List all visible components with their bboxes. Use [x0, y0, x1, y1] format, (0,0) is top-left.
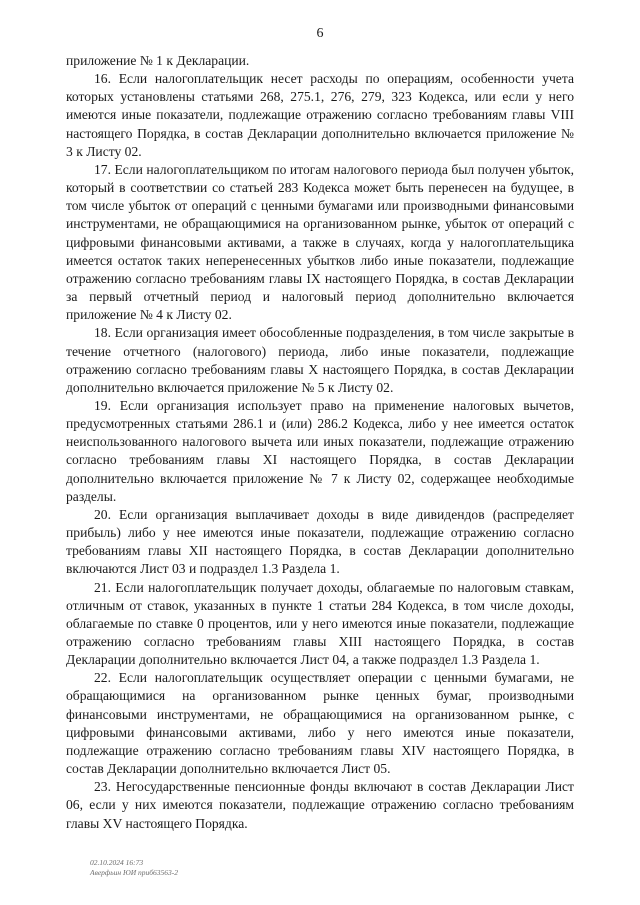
paragraph-21: 21. Если налогоплательщик получает доходы, облагаемые по налоговым ставкам, отличным от ставок, указанных в пункте 1 статьи 284 Кодекса, в том числе доходы, облагаемые по ставке 0 процентов, или у него имеются иные показатели, подлежащие отражению согласно требованиям главы XIII настоящего Порядка, в состав Декларации дополнительно включается Лист 04, а также подраздел 1.3 Раздела 1. — [66, 579, 574, 668]
paragraph-17: 17. Если налогоплательщиком по итогам налогового периода был получен убыток, который в соответствии со статьей 283 Кодекса может быть перенесен на будущее, в том числе убыток от операций с ценными бумагами или производными финансовыми инструментами, не обращающимися на организованном рынке, убыток от операций с цифровыми финансовыми активами, а также в случаях, когда у налогоплательщика имеется остаток таких неперенесенных убытков либо иные показатели, подлежащие отражению согласно требованиям главы IX настоящего Порядка, в состав Декларации за первый отчетный период и налоговый период дополнительно включается приложение № 4 к Листу 02. — [66, 161, 574, 323]
document-body — [66, 52, 574, 833]
paragraph-22: 22. Если налогоплательщик осуществляет операции с ценными бумагами, не обращающимися на организованном рынке ценных бумаг, производными финансовыми инструментами, не обращающимися на организованном рынке, с цифровыми финансовыми активами, либо у него имеются иные показатели, подлежащие отражению согласно требованиям главы XIV настоящего Порядка, в состав Декларации дополнительно включается Лист 05. — [66, 670, 574, 777]
paragraph-23: 23. Негосударственные пенсионные фонды включают в состав Декларации Лист 06, если у них имеются показатели, подлежащие отражению согласно требованиям главы XV настоящего Порядка. — [66, 779, 574, 831]
paragraph-19: 19. Если организация использует право на применение налоговых вычетов, предусмотренных статьями 286.1 и (или) 286.2 Кодекса, либо у нее имеется остаток неиспользованного налогового вычета или иных показатели, подлежащие отражению согласно требованиям главы XI настоящего Порядка, в состав Декларации дополнительно включается приложение № 7 к Листу 02, содержащее необходимые разделы. — [66, 397, 574, 504]
paragraph-18: 18. Если организация имеет обособленные подразделения, в том числе закрытые в течение отчетного (налогового) периода, либо иные показатели, подлежащие отражению согласно требованиям главы X настоящего Порядка, в состав Декларации дополнительно включается приложение № 5 к Листу 02. — [66, 325, 574, 395]
footer-date: 02.10.2024 16:73 — [90, 858, 144, 867]
page-number: 6 — [316, 26, 324, 41]
paragraph-continuation: приложение № 1 к Декларации. — [66, 53, 250, 68]
document-footer-stamp — [90, 858, 178, 878]
paragraph-16: 16. Если налогоплательщик несет расходы по операциям, особенности учета которых установлены статьями 268, 275.1, 276, 279, 323 Кодекса, или если у него имеются иные показатели, подлежащие отражению согласно требованиям главы VIII настоящего Порядка, в состав Декларации дополнительно включается приложение № 3 к Листу 02. — [66, 71, 574, 159]
footer-reference: Аверфьин ЮИ приб63563-2 — [90, 868, 179, 877]
paragraph-20: 20. Если организация выплачивает доходы в виде дивидендов (распределяет прибыль) либо у нее имеются иные показатели, подлежащие отражению согласно требованиям главы XII настоящего Порядка, в состав Декларации дополнительно включаются Лист 03 и подраздел 1.3 Раздела 1. — [66, 506, 574, 577]
